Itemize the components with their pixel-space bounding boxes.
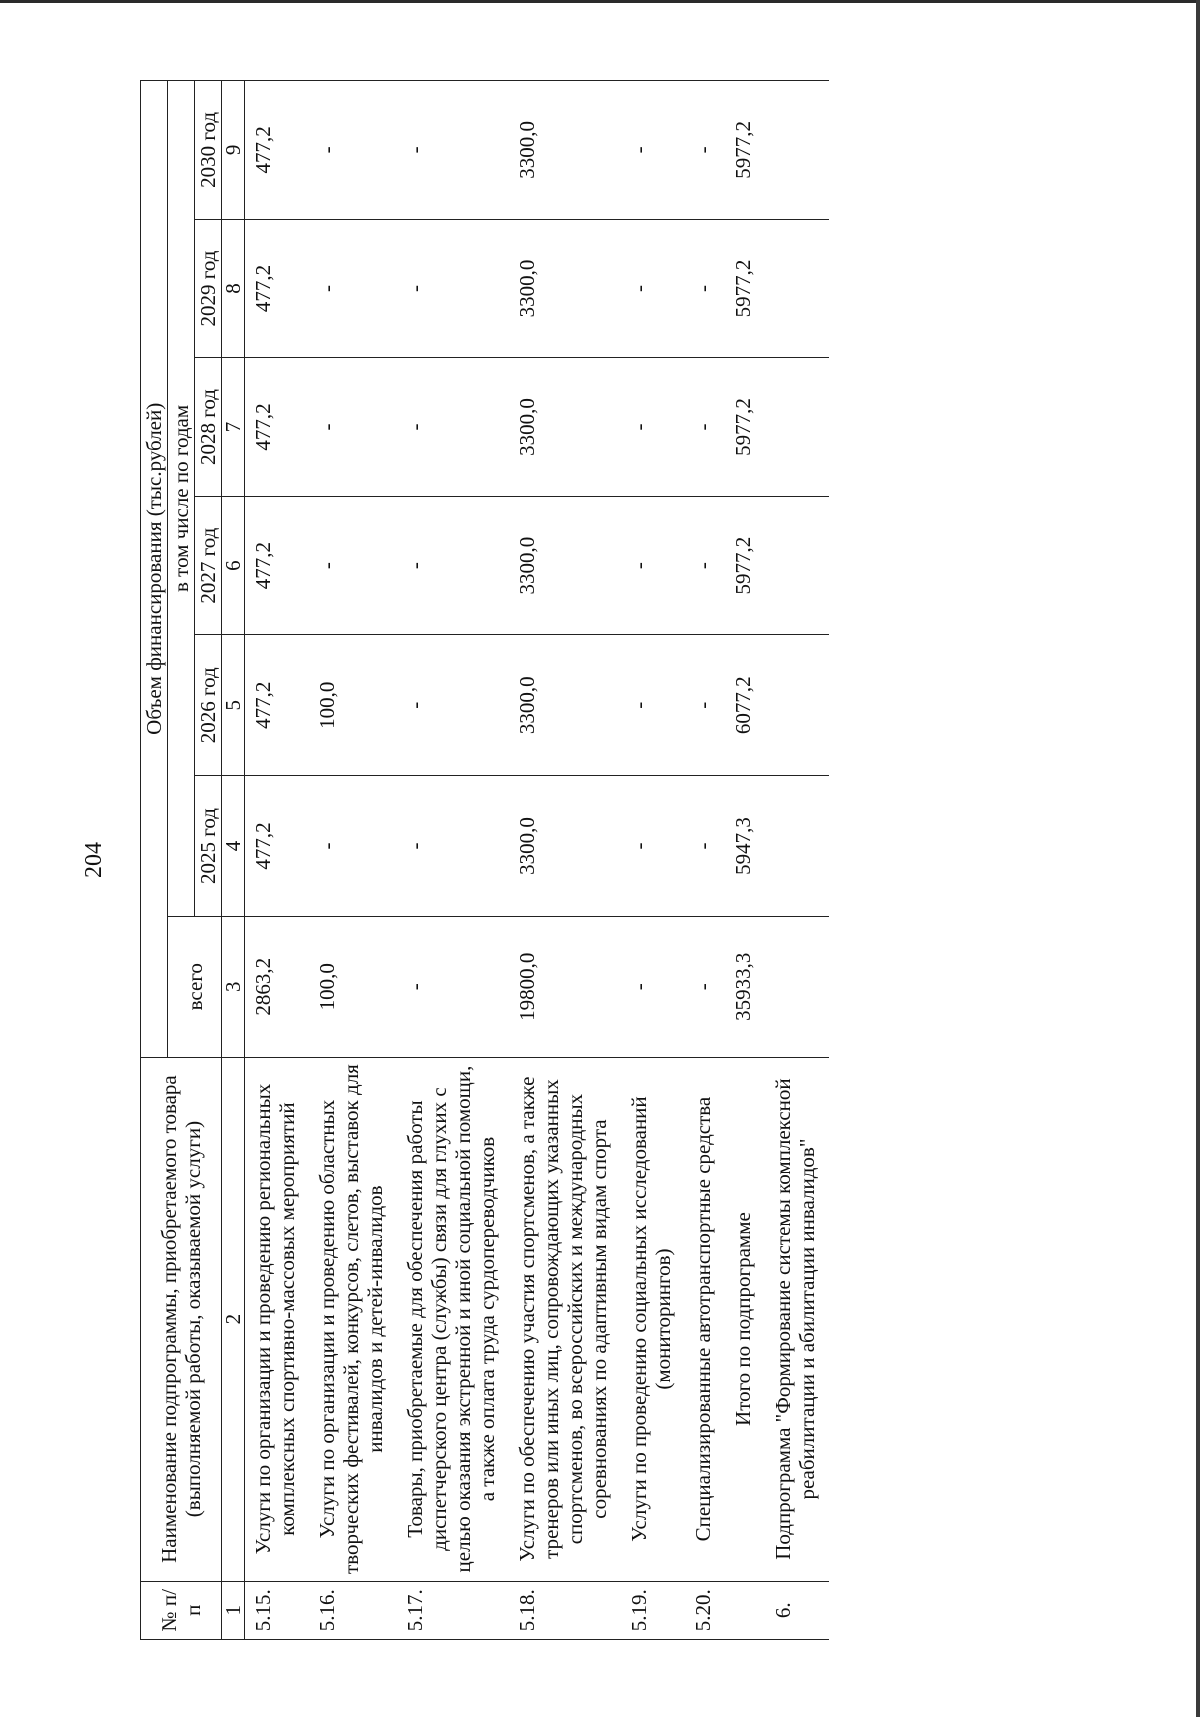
row-year-value: 3300,0 [509, 776, 621, 917]
column-number: 7 [222, 358, 245, 497]
table-row [397, 81, 509, 1640]
row-year-value: - [685, 776, 725, 917]
header-year: 2030 год [195, 81, 222, 220]
row-year-value [765, 496, 829, 635]
row-year-value: - [309, 358, 397, 497]
row-year-value: - [685, 635, 725, 776]
row-year-value: 5977,2 [725, 219, 765, 358]
row-year-value: - [621, 219, 685, 358]
row-name: Услуги по проведению социальных исследований (мониторингов) [621, 1057, 685, 1581]
header-name: Наименование подпрограммы, приобретаемого товара (выполняемой работы, оказываемой услуги) [141, 1057, 222, 1581]
row-year-value: - [397, 358, 509, 497]
row-year-value: 477,2 [245, 776, 310, 917]
column-number: 5 [222, 635, 245, 776]
row-total-value: - [685, 916, 725, 1057]
table-row [725, 81, 765, 1640]
row-year-value: 100,0 [309, 635, 397, 776]
column-number: 4 [222, 776, 245, 917]
row-number: 5.17. [397, 1581, 509, 1639]
row-year-value: - [397, 496, 509, 635]
column-number: 2 [222, 1057, 245, 1581]
row-name: Услуги по обеспечению участия спортсменов, а также тренеров или иных лиц, сопровождающих указанных спортсменов, во всероссийских и международных соревнованиях по адаптивным видам спорта [509, 1057, 621, 1581]
row-year-value: - [309, 81, 397, 220]
row-year-value [765, 776, 829, 917]
row-year-value: - [309, 496, 397, 635]
row-year-value: 3300,0 [509, 496, 621, 635]
column-number: 3 [222, 916, 245, 1057]
row-year-value: - [621, 496, 685, 635]
column-number: 9 [222, 81, 245, 220]
header-year: 2028 год [195, 358, 222, 497]
row-year-value: 477,2 [245, 358, 310, 497]
row-year-value: - [621, 81, 685, 220]
header-year: 2025 год [195, 776, 222, 917]
row-year-value: 477,2 [245, 81, 310, 220]
row-year-value: - [685, 219, 725, 358]
row-year-value: - [309, 219, 397, 358]
row-name: Товары, приобретаемые для обеспечения работы диспетчерского центра (службы) связи для глухих с целью оказания экстренной и иной социальной помощи, а также оплата труда сурдопереводчиков [397, 1057, 509, 1581]
row-year-value: 5977,2 [725, 496, 765, 635]
row-number: 5.15. [245, 1581, 310, 1639]
row-year-value: 3300,0 [509, 219, 621, 358]
row-total-value: 19800,0 [509, 916, 621, 1057]
row-year-value: - [397, 776, 509, 917]
row-total-value: 35933,3 [725, 916, 765, 1057]
row-total-value: 2863,2 [245, 916, 310, 1057]
row-year-value: 6077,2 [725, 635, 765, 776]
table-row [685, 81, 725, 1640]
table-row [765, 81, 829, 1640]
header-funding: Объем финансирования (тыс.рублей) [141, 81, 168, 1058]
row-number: 6. [765, 1581, 829, 1639]
row-year-value: 3300,0 [509, 358, 621, 497]
row-year-value: 477,2 [245, 219, 310, 358]
column-number: 6 [222, 496, 245, 635]
row-year-value: 477,2 [245, 635, 310, 776]
row-year-value: - [309, 776, 397, 917]
row-year-value: - [397, 81, 509, 220]
row-year-value: 5947,3 [725, 776, 765, 917]
table-row [509, 81, 621, 1640]
row-total-value: - [621, 916, 685, 1057]
row-number: 5.18. [509, 1581, 621, 1639]
column-number: 1 [222, 1581, 245, 1639]
scan-edge-top [0, 0, 1200, 3]
row-name: Специализированные автотранспортные средства [685, 1057, 725, 1581]
row-number: 5.20. [685, 1581, 725, 1639]
row-name: Итого по подпрограмме [725, 1057, 765, 1581]
row-name: Услуги по организации и проведению областных творческих фестивалей, конкурсов, слетов, выставок для инвалидов и детей-инвалидов [309, 1057, 397, 1581]
row-year-value [765, 358, 829, 497]
row-year-value: 3300,0 [509, 635, 621, 776]
row-total-value [765, 916, 829, 1057]
row-year-value: - [621, 776, 685, 917]
row-year-value: 5977,2 [725, 358, 765, 497]
row-year-value [765, 81, 829, 220]
row-year-value: 3300,0 [509, 81, 621, 220]
row-name: Подпрограмма "Формирование системы комплексной реабилитации и абилитации инвалидов" [765, 1057, 829, 1581]
header-year: 2027 год [195, 496, 222, 635]
row-year-value [765, 219, 829, 358]
funding-table [140, 80, 829, 1640]
header-total: всего [168, 916, 222, 1057]
page-number: 204 [81, 842, 107, 878]
row-year-value [765, 635, 829, 776]
row-year-value: 5977,2 [725, 81, 765, 220]
table-row [621, 81, 685, 1640]
row-year-value: - [685, 81, 725, 220]
row-year-value: - [685, 358, 725, 497]
scan-edge-right [1196, 0, 1200, 1717]
header-num: № п/п [141, 1581, 222, 1639]
column-number: 8 [222, 219, 245, 358]
row-year-value: - [397, 635, 509, 776]
row-year-value: 477,2 [245, 496, 310, 635]
row-year-value: - [685, 496, 725, 635]
row-number: 5.19. [621, 1581, 685, 1639]
row-year-value: - [621, 358, 685, 497]
row-year-value: - [621, 635, 685, 776]
header-by-year: в том числе по годам [168, 81, 195, 917]
row-name: Услуги по организации и проведению региональных комплексных спортивно-массовых мероприятий [245, 1057, 310, 1581]
row-total-value: 100,0 [309, 916, 397, 1057]
row-total-value: - [397, 916, 509, 1057]
row-year-value: - [397, 219, 509, 358]
table-row [309, 81, 397, 1640]
row-number [725, 1581, 765, 1639]
row-number: 5.16. [309, 1581, 397, 1639]
header-year: 2026 год [195, 635, 222, 776]
document-page [80, 80, 1140, 1640]
header-year: 2029 год [195, 219, 222, 358]
table-row [245, 81, 310, 1640]
